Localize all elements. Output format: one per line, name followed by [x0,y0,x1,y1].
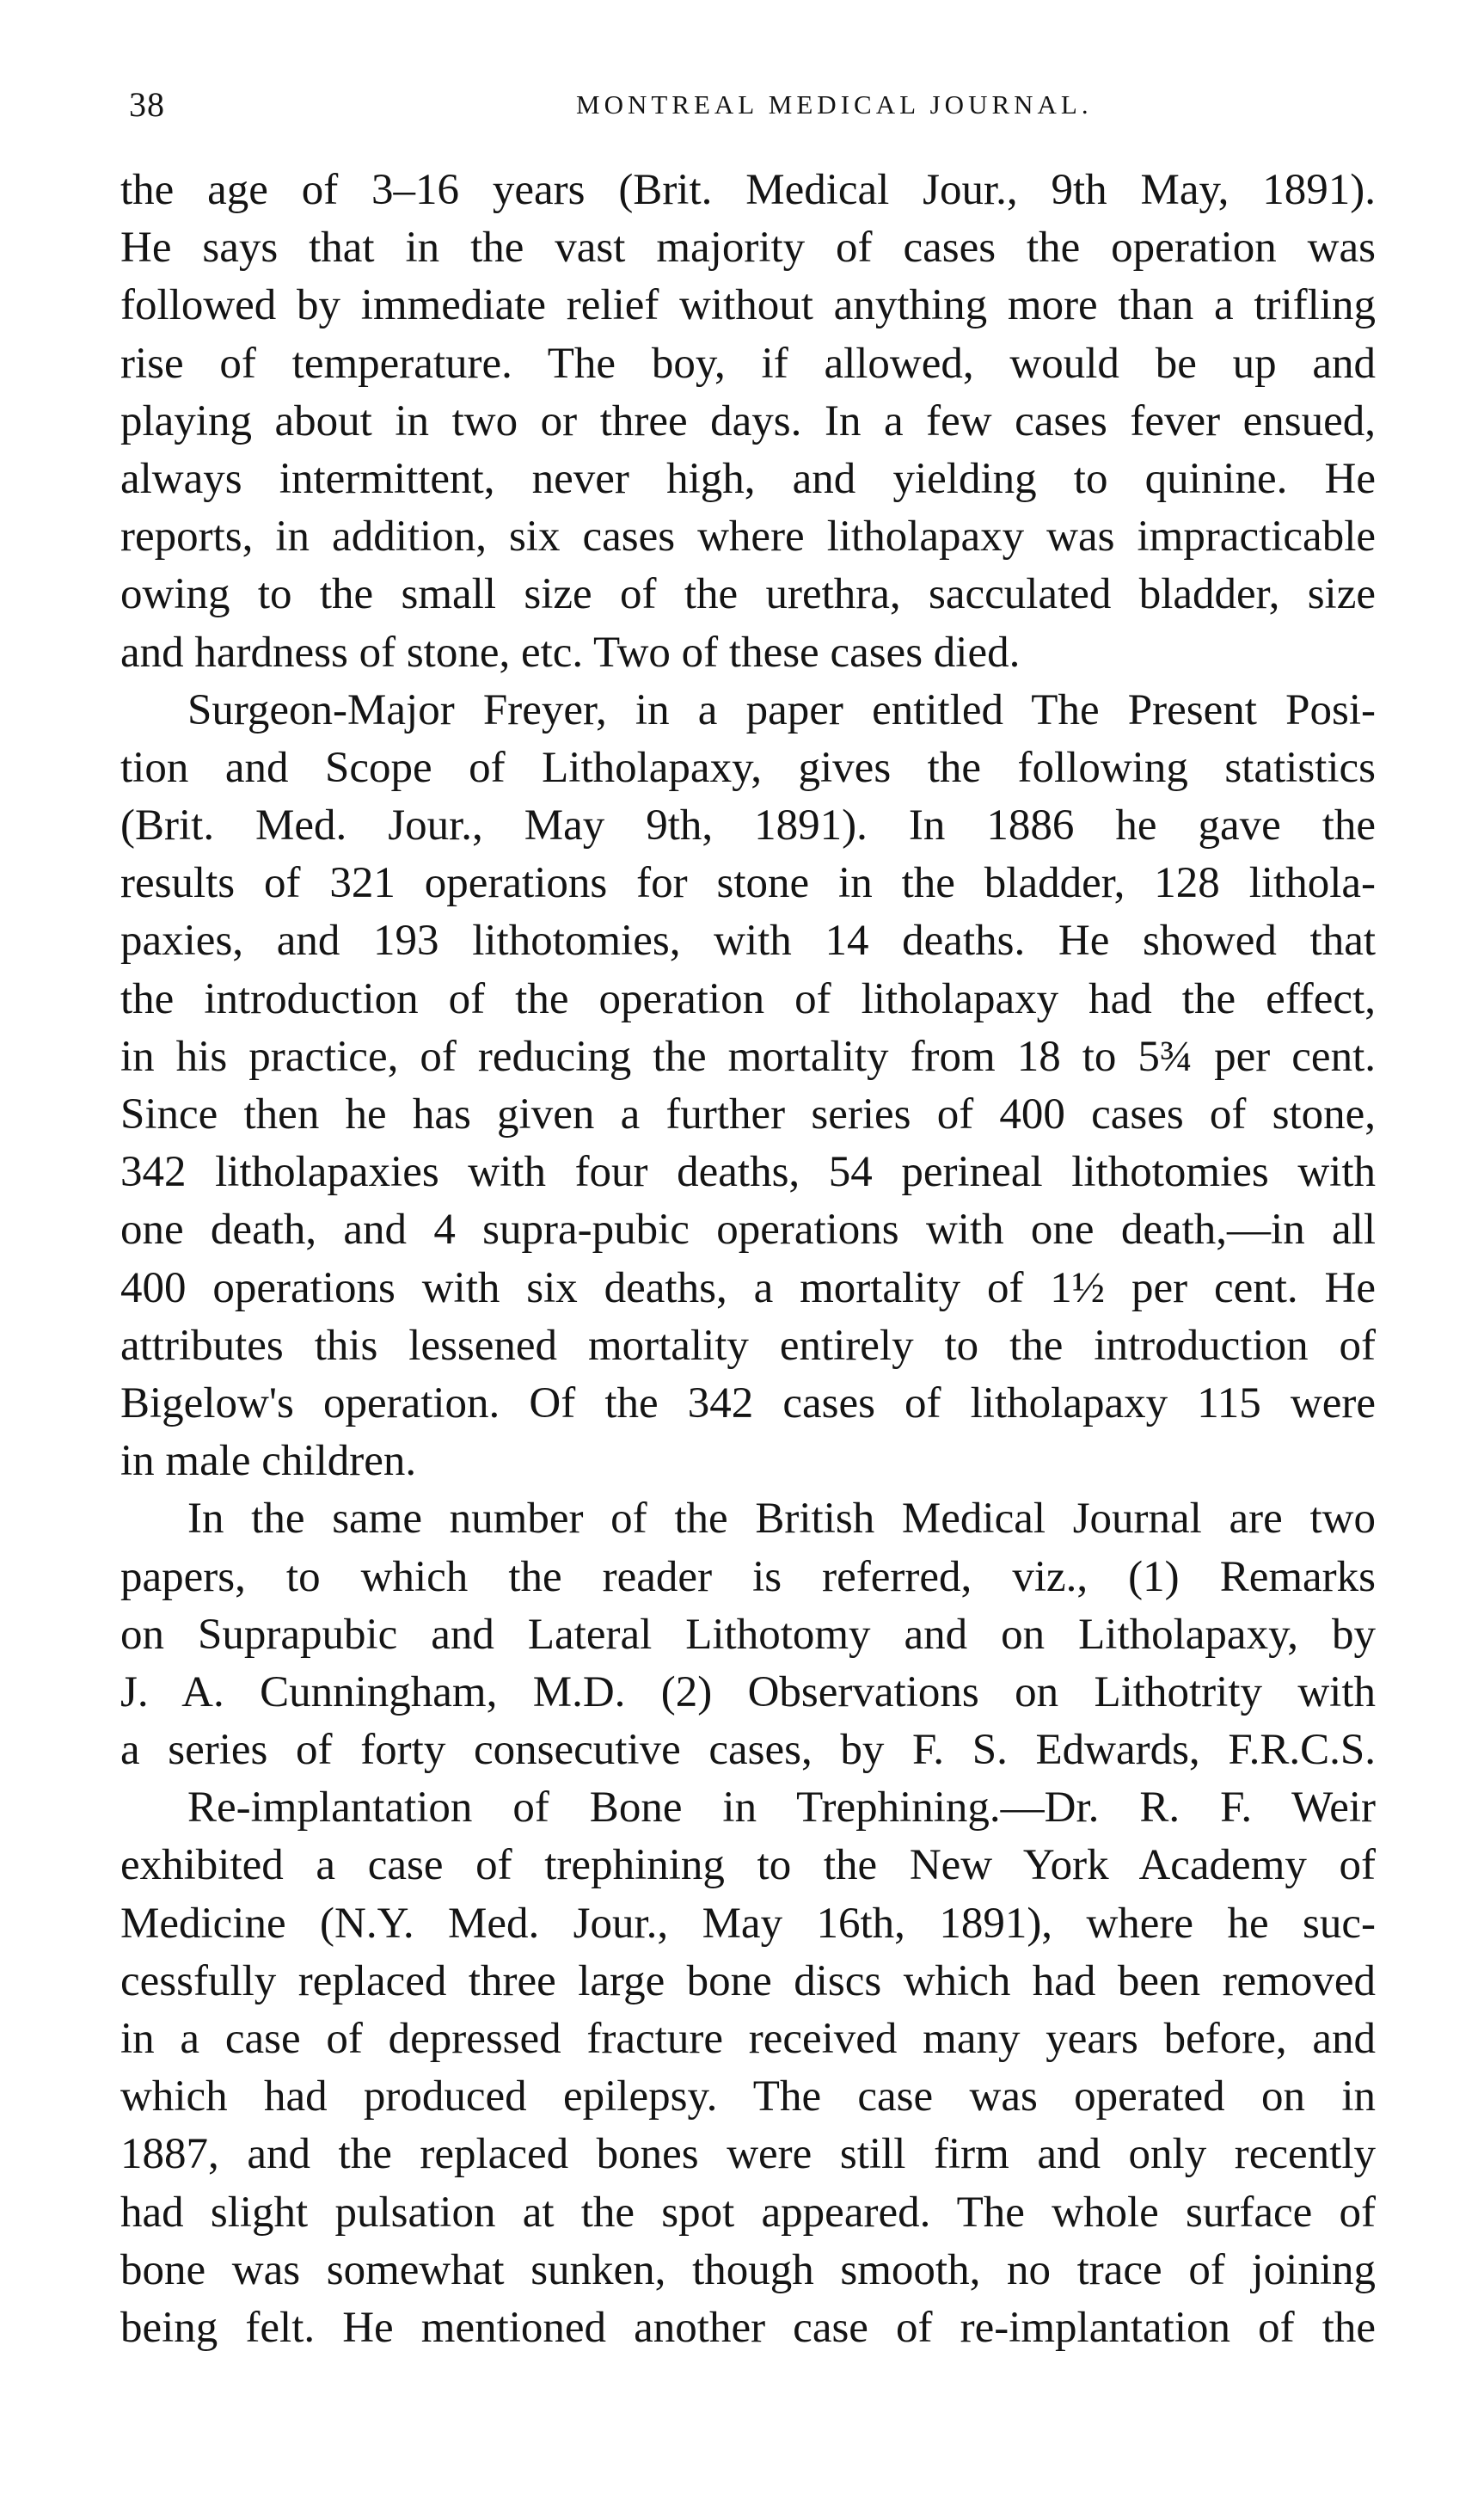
text-line: bone was somewhat sunken, though smooth, no trace of joining [120,2245,1376,2294]
text-line: in his practice, of reducing the mortality from 18 to 5¾ per cent. [120,1032,1376,1081]
text-line: results of 321 operations for stone in the bladder, 128 lithola- [120,859,1376,908]
text-line: being felt. He mentioned another case of re-implantation of the [120,2303,1376,2352]
text-line: playing about in two or three days. In a few cases fever ensued, [120,396,1376,445]
text-line: Surgeon-Major Freyer, in a paper entitled The Present Posi- [187,685,1376,734]
page-number: 38 [129,85,165,124]
text-line: exhibited a case of trephining to the New York Academy of [120,1841,1376,1890]
text-line: In the same number of the British Medical Journal are two [187,1495,1376,1544]
body-text [120,162,1376,2357]
text-line: in male children. [120,1437,417,1486]
text-line: one death, and 4 supra-pubic operations with one death,—in all [120,1206,1376,1255]
text-line: always intermittent, never high, and yielding to quinine. He [120,454,1376,503]
running-head: MONTREAL MEDICAL JOURNAL. [576,89,1093,120]
text-line: rise of temperature. The boy, if allowed, would be up and [120,339,1376,388]
text-line: a series of forty consecutive cases, by F. S. Edwards, F.R.C.S. [120,1726,1376,1775]
text-line: paxies, and 193 lithotomies, with 14 deaths. He showed that [120,917,1376,966]
text-line: reports, in addition, six cases where litholapaxy was impracticable [120,513,1376,562]
text-line: Re-implantation of Bone in Trephining.—Dr. R. F. Weir [187,1783,1376,1832]
text-line: in a case of depressed fracture received many years before, and [120,2015,1376,2063]
text-line: the introduction of the operation of litholapaxy had the effect, [120,974,1376,1023]
text-line: the age of 3–16 years (Brit. Medical Jour., 9th May, 1891). [120,166,1376,214]
text-line: Bigelow's operation. Of the 342 cases of litholapaxy 115 were [120,1378,1376,1427]
text-line: followed by immediate relief without anything more than a trifling [120,281,1376,330]
text-line: J. A. Cunningham, M.D. (2) Observations on Lithotrity with [120,1667,1376,1716]
text-line: attributes this lessened mortality entirely to the introduction of [120,1321,1376,1370]
text-line: He says that in the vast majority of cases the operation was [120,224,1376,273]
text-line: (Brit. Med. Jour., May 9th, 1891). In 1886 he gave the [120,801,1376,850]
text-line: and hardness of stone, etc. Two of these cases died. [120,628,1021,677]
text-line: tion and Scope of Litholapaxy, gives the following statistics [120,743,1376,792]
text-line: on Suprapubic and Lateral Lithotomy and on Litholapaxy, by [120,1610,1376,1659]
text-line: Medicine (N.Y. Med. Jour., May 16th, 1891), where he suc- [120,1899,1376,1948]
text-line: which had produced epilepsy. The case was operated on in [120,2072,1376,2121]
text-line: Since then he has given a further series of 400 cases of stone, [120,1090,1376,1139]
text-line: had slight pulsation at the spot appeared. The whole surface of [120,2188,1376,2237]
text-line: papers, to which the reader is referred, viz., (1) Remarks [120,1552,1376,1601]
text-line: 1887, and the replaced bones were still firm and only recently [120,2130,1376,2179]
text-line: owing to the small size of the urethra, sacculated bladder, size [120,570,1376,619]
text-line: 342 litholapaxies with four deaths, 54 perineal lithotomies with [120,1148,1376,1197]
page-header [129,84,1376,136]
text-line: cessfully replaced three large bone discs which had been removed [120,1956,1376,2005]
text-line: 400 operations with six deaths, a mortality of 1½ per cent. He [120,1263,1376,1312]
